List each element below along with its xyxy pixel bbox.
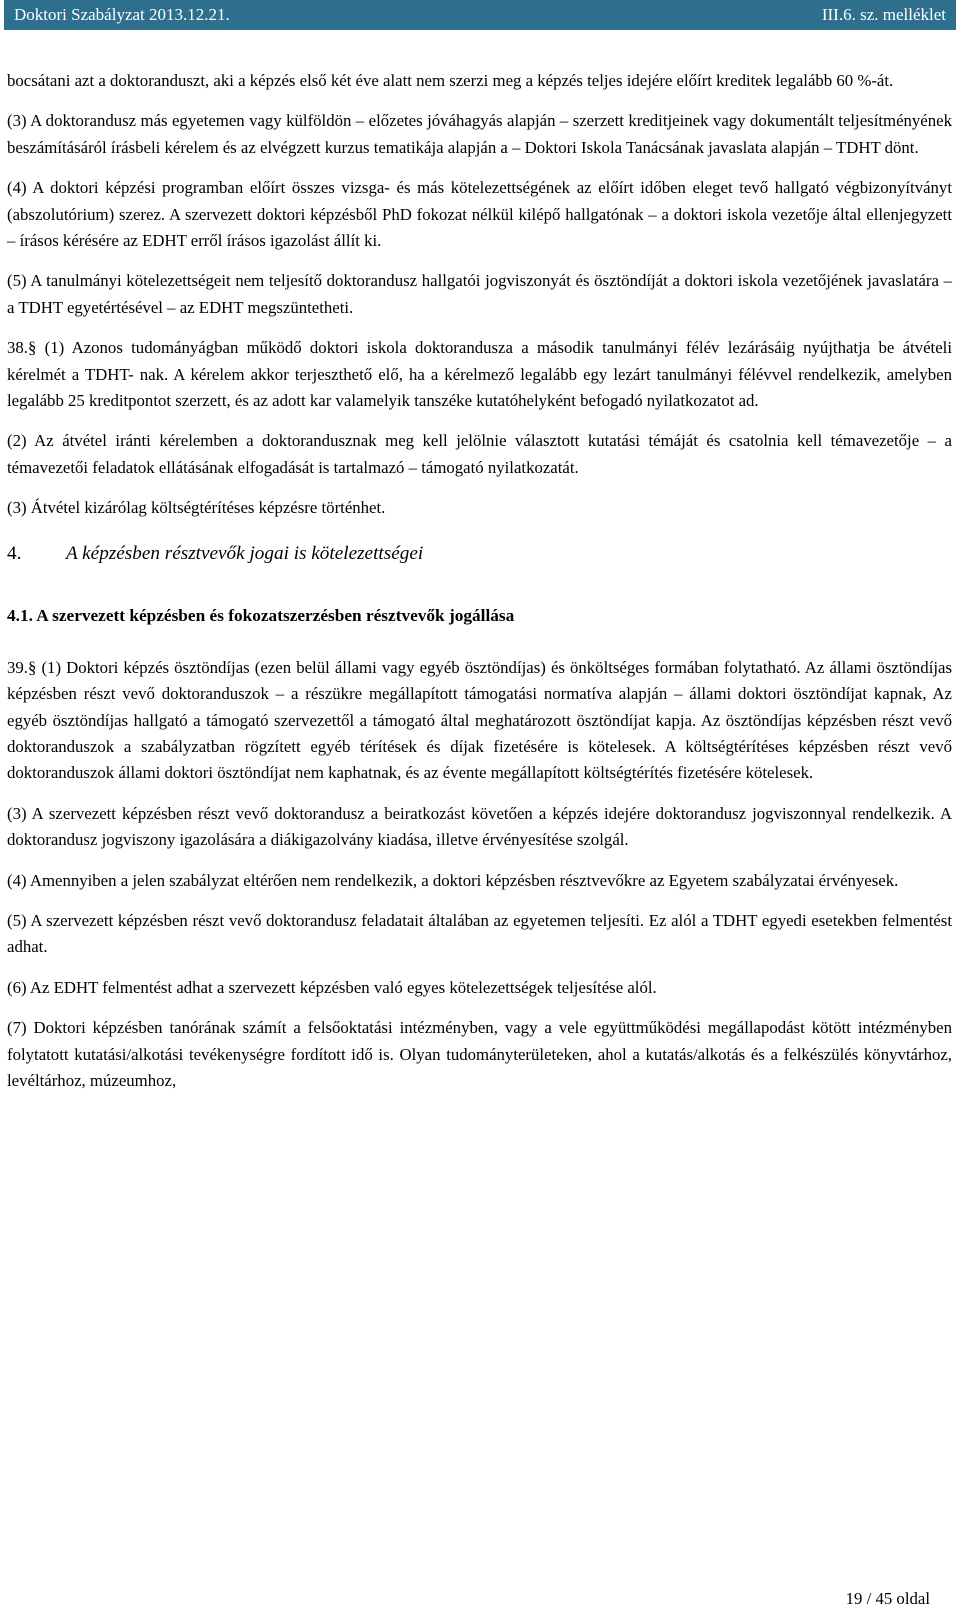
header-document-title: Doktori Szabályzat 2013.12.21. (14, 5, 230, 24)
paragraph-39-1: 39.§ (1) Doktori képzés ösztöndíjas (ezen belül állami vagy egyéb ösztöndíjas) és önköltséges formában folytatható. Az állami ösztöndíjas képzésben részt vevő doktoranduszok – a részükre megállapított támogatási normatíva alapján – állami doktori ösztöndíjat kapnak, Az egyéb ösztöndíjas hallgató a támogató szervezettől a támogató által meghatározott ösztöndíjat kapja. Az ösztöndíjas képzésben részt vevő doktoranduszok a szabályzatban rögzített egyéb térítések és díjak fizetésére is kötelesek. A költségtérítéses képzésben részt vevő doktoranduszok állami doktori ösztöndíjat nem kaphatnak, és az évente megállapított költségtérítés fizetésére kötelesek. (7, 657, 952, 783)
section-heading-4 (7, 541, 952, 567)
paragraph-38-3: (3) Átvétel kizárólag költségtérítéses képzésre történhet. (7, 498, 386, 518)
document-body (7, 68, 952, 1108)
paragraph-39-7: (7) Doktori képzésben tanórának számít a felsőoktatási intézményben, vagy a vele együttműködési megállapodást kötött intézményben folytatott kutatási/alkotási tevékenységre fordított idő is. Olyan tudományterületeken, ahol a kutatás/alkotás és a felkészülés könyvtárhoz, levéltárhoz, múzeumhoz, (7, 1018, 952, 1090)
subsection-heading-4-1: 4.1. A szervezett képzésben és fokozatszerzésben résztvevők jogállása (7, 605, 515, 625)
paragraph-continuation: bocsátani azt a doktoranduszt, aki a képzés első két éve alatt nem szerzi meg a képzés teljes idejére előírt kreditek legalább 60 %-át. (7, 71, 894, 90)
paragraph-38-2: (2) Az átvétel iránti kérelemben a doktorandusznak meg kell jelölnie választott kutatási témáját és csatolnia kell témavezetője – a témavezetői feladatok ellátásának elfogadását is tartalmazó – támogató nyilatkozatát. (7, 431, 952, 477)
paragraph-37-3: (3) A doktorandusz más egyetemen vagy külföldön – előzetes jóváhagyás alapján – szerzett kreditjeinek vagy dokumentált teljesítményének beszámításáról írásbeli kérelem és az elvégzett kurzus tematikája alapján a – Doktori Iskola Tanácsának javaslata alapján – TDHT dönt. (7, 111, 952, 157)
section-number: 4. (7, 542, 22, 564)
paragraph-37-5: (5) A tanulmányi kötelezettségeit nem teljesítő doktorandusz hallgatói jogviszonyát és ösztöndíját a doktori iskola vezetőjének javaslatára – a TDHT egyetértésével – az EDHT megszüntetheti. (7, 271, 952, 317)
paragraph-37-4: (4) A doktori képzési programban előírt összes vizsga- és más kötelezettségének az előírt időben eleget tevő hallgató végbizonyítványt (abszolutórium) szerez. A szervezett doktori képzésből PhD fokozat nélkül kilépő hallgatónak – a doktori iskola vezetője által ellenjegyzett – írásos kérésére az EDHT erről írásos igazolást állít ki. (7, 178, 952, 251)
header-annex-label: III.6. sz. melléklet (821, 5, 946, 24)
section-title: A képzésben résztvevők jogai is kötelezettségei (66, 542, 424, 564)
paragraph-39-4: (4) Amennyiben a jelen szabályzat eltérően nem rendelkezik, a doktori képzésben résztvevőkre az Egyetem szabályzatai érvényesek. (7, 870, 899, 890)
paragraph-39-5: (5) A szervezett képzésben részt vevő doktorandusz feladatait általában az egyetemen teljesíti. Ez alól a TDHT egyedi esetekben felmentést adhat. (7, 910, 952, 957)
paragraph-38-1: 38.§ (1) Azonos tudományágban működő doktori iskola doktorandusza a második tanulmányi félév lezárásáig nyújthatja be átvételi kérelmét a TDHT- nak. A kérelem akkor terjeszthető elő, ha a kérelmező legalább egy lezárt tanulmányi félévvel rendelkezik, amelyben legalább 25 kreditpontot szerzett, és az adott kar valamelyik tanszéke kutatóhelyként befogadó nyilatkozatot ad. (7, 338, 952, 411)
paragraph-39-3: (3) A szervezett képzésben részt vevő doktorandusz a beiratkozást követően a képzés idejére doktorandusz jogviszonnyal rendelkezik. A doktorandusz jogviszony igazolására a diákigazolvány kiadása, illetve érvényesítése szolgál. (7, 803, 952, 850)
page-header (4, 0, 956, 30)
page-number: 19 / 45 oldal (845, 1589, 930, 1608)
paragraph-39-6: (6) Az EDHT felmentést adhat a szervezett képzésben való egyes kötelezettségek teljesítése alól. (7, 977, 657, 997)
